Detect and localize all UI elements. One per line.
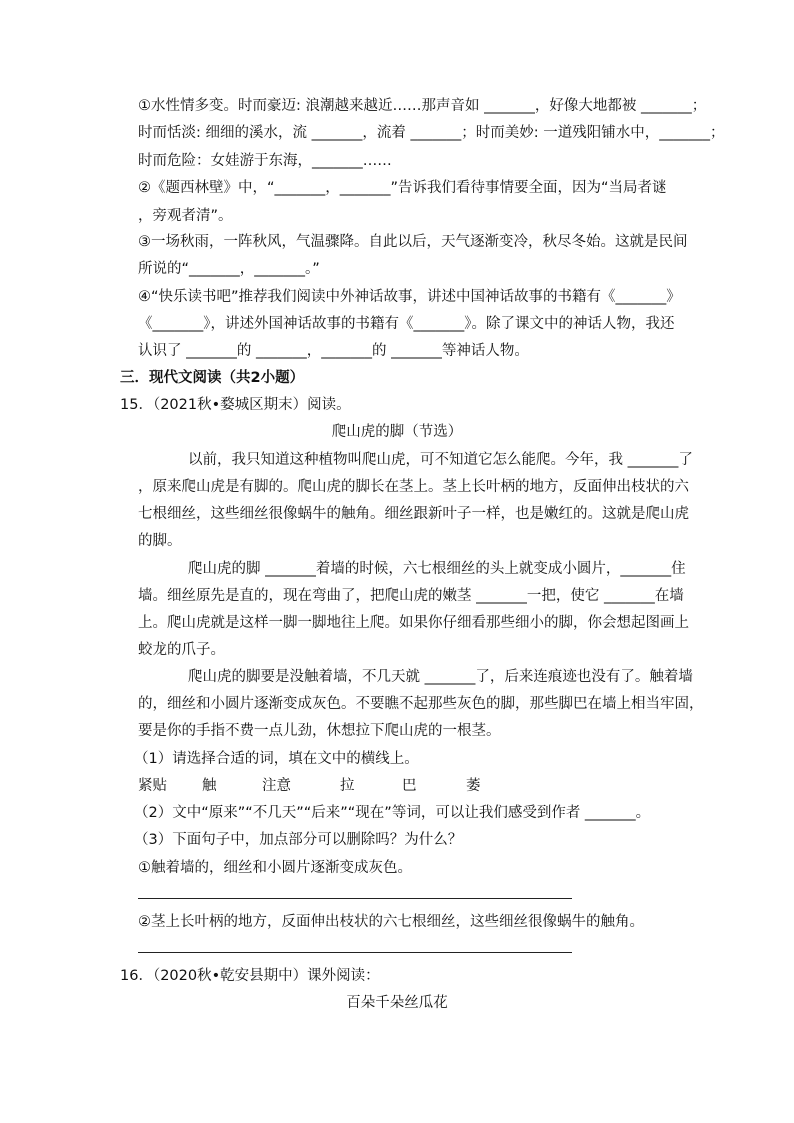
fill-line-2: 时而恬淡: 细细的溪水，流 _______，流着 _______；时而美妙: 一道残阳铺水中，_______； [138,125,725,141]
q15-sub1: （1）请选择合适的词，填在文中的横线上。 [134,751,419,767]
q15-p1-line-1: 以前，我只知道这种植物叫爬山虎，可不知道它怎么能爬。今年，我 _______了 [188,452,693,468]
q15-p3-line-1: 爬山虎的脚要是没触着墙，不几天就 _______了，后来连痕迹也没有了。触着墙 [188,669,693,685]
word-bank-item: 注意 [262,778,291,794]
word-bank-item: 紧贴 [138,778,167,794]
q15-sub3: （3）下面句子中，加点部分可以删除吗？为什么？ [134,832,463,848]
word-bank-item: 萎 [466,778,481,794]
fill-line-3: 时而危险：女娃游于东海，_______…… [138,153,392,169]
fill-line-7: 所说的“_______，_______。” [138,261,320,277]
fill-line-10: 认识了 _______的 _______，_______的 _______等神话人物。 [138,343,529,359]
section-heading: 三．现代文阅读（共2小题） [120,370,305,386]
fill-line-9: 《_______》，讲述外国神话故事的书籍有《_______》。除了课文中的神话人物，我还 [138,316,675,332]
q15-sentence-1: ①触着墙的，细丝和小圆片逐渐变成灰色。 [138,860,412,876]
q15-p2-line-1: 爬山虎的脚 _______着墙的时候，六七根细丝的头上就变成小圆片，_______住 [188,561,686,577]
q15-p2-line-2: 墙。细丝原先是直的，现在弯曲了，把爬山虎的嫩茎 _______一把，使它 _______在墙 [138,588,684,604]
q15-p2-line-3: 上。爬山虎就是这样一脚一脚地往上爬。如果你仔细看那些细小的脚，你会想起图画上 [138,615,689,631]
q16-header: 16．（2020秋•乾安县期中）课外阅读： [120,968,380,984]
q15-p3-line-3: 要是你的手指不费一点儿劲，休想拉下爬山虎的一根茎。 [138,723,501,739]
fill-line-8: ④“快乐读书吧”推荐我们阅读中外神话故事，讲述中国神话故事的书籍有《_______》 [138,289,681,305]
answer-line[interactable] [138,898,572,899]
q15-sub2: （2）文中“原来”“不几天”“后来”“现在”等词，可以让我们感受到作者 _______。 [134,805,651,821]
word-bank-item: 巴 [402,778,417,794]
q16-title: 百朵千朵丝瓜花 [346,995,448,1011]
fill-line-6: ③一场秋雨，一阵秋风，气温骤降。自此以后，天气逐渐变冷，秋尽冬始。这就是民间 [138,234,688,250]
word-bank-item: 触 [202,778,217,794]
q15-title: 爬山虎的脚（节选） [331,424,463,440]
q15-header: 15．（2021秋•婺城区期末）阅读。 [120,397,351,413]
q15-p3-line-2: 的，细丝和小圆片逐渐变成灰色。不要瞧不起那些灰色的脚，那些脚巴在墙上相当牢固， [138,696,704,712]
q15-p1-line-4: 的脚。 [138,533,182,549]
q15-p1-line-3: 七根细丝，这些细丝很像蜗牛的触角。细丝跟新叶子一样，也是嫩红的。这就是爬山虎 [138,506,689,522]
fill-line-5: ，旁观者清”。 [138,208,233,224]
q15-p1-line-2: ，原来爬山虎是有脚的。爬山虎的脚长在茎上。茎上长叶柄的地方，反面伸出枝状的六 [138,479,689,495]
word-bank-item: 拉 [340,778,355,794]
fill-line-1: ①水性情多变。时而豪迈: 浪潮越来越近……那声音如 _______，好像大地都被 _______； [138,98,707,114]
answer-line[interactable] [138,952,572,953]
fill-line-4: ②《题西林壁》中，“_______，_______”告诉我们看待事情要全面，因为“当局者谜 [138,180,667,196]
q15-p2-line-4: 蛟龙的爪子。 [138,642,225,658]
q15-sentence-2: ②茎上长叶柄的地方，反面伸出枝状的六七根细丝，这些细丝很像蜗牛的触角。 [138,914,644,930]
